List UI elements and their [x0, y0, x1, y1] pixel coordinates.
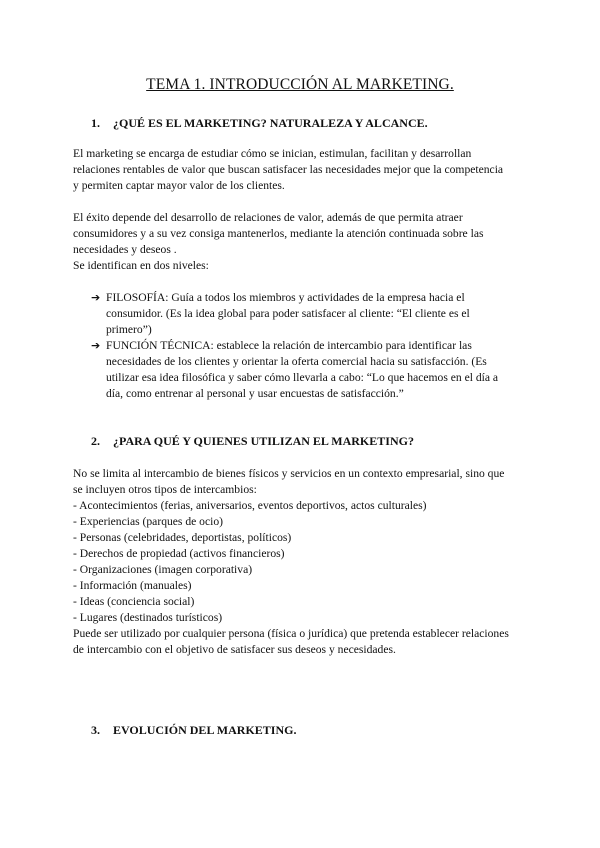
list-item: - Personas (celebridades, deportistas, políticos): [73, 531, 292, 544]
bullet-line: utilizar esa idea filosófica y saber cómo llevarla a cabo: “Lo que hacemos en el día a: [106, 371, 499, 384]
section-1-paragraph-2: [73, 210, 535, 274]
paragraph-line: No se limita al intercambio de bienes físicos y servicios en un contexto empresarial, sino que: [73, 467, 505, 480]
list-item: - Organizaciones (imagen corporativa): [73, 563, 253, 576]
section-3-number: 3.: [91, 723, 100, 737]
paragraph-line: El marketing se encarga de estudiar cómo se inician, estimulan, facilitan y desarrollan: [73, 147, 472, 160]
list-item: - Derechos de propiedad (activos financieros): [73, 547, 285, 560]
section-1-heading: [91, 116, 428, 131]
section-1-number: 1.: [91, 116, 100, 130]
bullet-line: día, como entrenar al personal y usar encuestas de satisfacción.”: [106, 387, 404, 400]
paragraph-line: relaciones rentables de valor que buscan satisfacer las necesidades mejor que la competencia: [73, 163, 504, 176]
list-item: - Acontecimientos (ferias, aniversarios, eventos deportivos, actos culturales): [73, 499, 427, 512]
paragraph-line: se incluyen otros tipos de intercambios:: [73, 483, 257, 496]
paragraph-line: consumidores y a su vez consiga mantenerlos, mediante la atención continuada sobre las: [73, 227, 484, 240]
list-item: - Lugares (destinados turísticos): [73, 611, 223, 624]
section-2-title: ¿PARA QUÉ Y QUIENES UTILIZAN EL MARKETING?: [113, 434, 414, 448]
bullet-line: necesidades de los clientes y orientar la oferta comercial hacia su satisfacción. (Es: [106, 355, 487, 368]
section-2-body: [73, 466, 535, 658]
bullet-line: FILOSOFÍA: Guía a todos los miembros y actividades de la empresa hacia el: [106, 291, 465, 304]
list-item: - Experiencias (parques de ocio): [73, 515, 224, 528]
page-title: TEMA 1. INTRODUCCIÓN AL MARKETING.: [146, 76, 454, 93]
section-1-title: ¿QUÉ ES EL MARKETING? NATURALEZA Y ALCANCE.: [113, 116, 428, 130]
section-1-paragraph-1: [73, 146, 535, 194]
section-3-title: EVOLUCIÓN DEL MARKETING.: [113, 723, 297, 737]
bullet-line: FUNCIÓN TÉCNICA: establece la relación de intercambio para identificar las: [106, 339, 472, 352]
section-2-number: 2.: [91, 434, 100, 448]
paragraph-line: Puede ser utilizado por cualquier persona (física o jurídica) que pretenda establecer relaciones: [73, 627, 509, 640]
bullet-item-funcion-tecnica: [91, 338, 531, 402]
paragraph-line: necesidades y deseos .: [73, 243, 177, 256]
levels-bullet-list: [91, 290, 531, 402]
bullet-item-filosofia: [91, 290, 531, 338]
arrow-right-icon: ➔: [91, 339, 101, 352]
section-3-heading: [91, 723, 296, 738]
section-2-heading: [91, 434, 414, 449]
list-item: - Información (manuales): [73, 579, 192, 592]
paragraph-line: y permiten captar mayor valor de los clientes.: [73, 179, 285, 192]
bullet-line: consumidor. (Es la idea global para poder satisfacer al cliente: “El cliente es el: [106, 307, 470, 320]
arrow-right-icon: ➔: [91, 291, 101, 304]
paragraph-line: Se identifican en dos niveles:: [73, 259, 209, 272]
paragraph-line: El éxito depende del desarrollo de relaciones de valor, además de que permita atraer: [73, 211, 463, 224]
list-item: - Ideas (conciencia social): [73, 595, 195, 608]
paragraph-line: de intercambio con el objetivo de satisfacer sus deseos y necesidades.: [73, 643, 396, 656]
bullet-line: primero”): [106, 323, 152, 336]
